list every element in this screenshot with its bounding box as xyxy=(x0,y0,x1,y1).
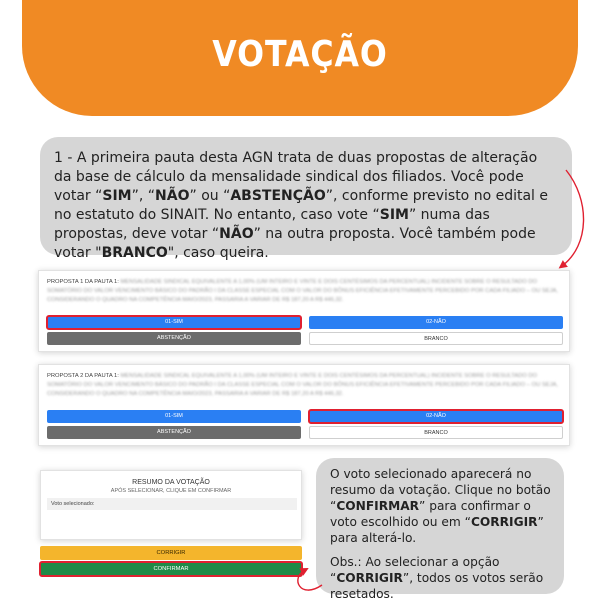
vote-abstencao-button[interactable]: ABSTENÇÃO xyxy=(47,426,301,439)
instructions-nao: NÃO xyxy=(219,226,254,242)
proposal-description: MENSALIDADE SINDICAL EQUIVALENTE A 1,00% (UM INTEIRO E VINTE E DOIS CENTÉSIMOS DA PERCENTUAL) INCIDENTE SOBRE O RESULTADO DO SOMATÓRIO DO VALOR VENCIMENTO BÁSICO DO PADRÃO I DA CLASSE ESPECIAL COM O VALOR DO BÔNUS EFICIÊNCIA EFETIVAMENTE PERCEBIDO POR CADA FILIADO – OU SEJA, CONSIDERANDO O QUADRO NA COMPETÊNCIA MAIO/2023, PASSARIA A VARIAR DE R$ 187,20 A R$ 446,32. xyxy=(47,279,558,303)
header-banner xyxy=(22,0,578,116)
instructions-text: ” na outra proposta. Você também pode votar " xyxy=(54,226,536,261)
instructions-text: ”, “ xyxy=(131,188,156,204)
note-text: Obs.: Ao selecionar a opção “ xyxy=(330,555,500,585)
vote-summary-panel xyxy=(40,470,302,540)
proposal-text xyxy=(47,278,563,305)
note-corrigir: CORRIGIR xyxy=(470,515,538,529)
proposal-label: PROPOSTA 2 DA PAUTA 1: xyxy=(47,373,119,379)
instructions-text: ” numa das propostas, deve votar “ xyxy=(54,207,490,242)
summary-note-1 xyxy=(330,466,554,546)
instructions-text: ", caso queira. xyxy=(167,245,269,261)
note-text: O voto selecionado aparecerá no resumo da votação. Clique no botão “ xyxy=(330,467,551,513)
summary-note-2 xyxy=(330,554,554,600)
vote-sim-button[interactable]: 01-SIM xyxy=(47,410,301,423)
note-text: ” para alterá-lo. xyxy=(330,515,544,545)
instructions-text: 1 - A primeira pauta desta AGN trata de duas propostas de alteração da base de cálculo da mensalidade sindical dos filiados. Você pode votar “ xyxy=(54,150,538,204)
proposal-description: MENSALIDADE SINDICAL EQUIVALENTE A 1,00% (UM INTEIRO E VINTE E DOIS CENTÉSIMOS DA PERCENTUAL) INCIDENTE SOBRE O RESULTADO DO SOMATÓRIO DO VALOR VENCIMENTO BÁSICO DO PADRÃO I DA CLASSE ESPECIAL COM O VALOR DO BÔNUS EFICIÊNCIA EFETIVAMENTE PERCEBIDO POR CADA FILIADO – OU SEJA, CONSIDERANDO O QUADRO NA COMPETÊNCIA MAIO/2023, PASSARIA A VARIAR DE R$ 187,20 A R$ 446,32. xyxy=(47,373,558,397)
note-text: ” para confirmar o voto escolhido ou em “ xyxy=(330,499,531,529)
instructions-abstencao: ABSTENÇÃO xyxy=(230,188,326,204)
summary-subtitle: APÓS SELECIONAR, CLIQUE EM CONFIRMAR xyxy=(110,488,232,494)
note-text: ”, todos os votos serão resetados. xyxy=(330,571,544,600)
proposal-label: PROPOSTA 1 DA PAUTA 1: xyxy=(47,279,119,285)
instructions-text: ”, conforme previsto no edital e no estatuto do SINAIT. No entanto, caso vote “ xyxy=(54,188,548,223)
proposal-card-2 xyxy=(38,364,570,446)
instructions-branco: BRANCO xyxy=(101,245,168,261)
instructions-nao: NÃO xyxy=(155,188,190,204)
instructions-sim: SIM xyxy=(379,207,409,223)
corrigir-button[interactable]: CORRIGIR xyxy=(40,546,302,560)
proposal-card-1 xyxy=(38,270,570,352)
instructions-sim: SIM xyxy=(102,188,132,204)
summary-callout xyxy=(316,458,564,600)
proposal-text xyxy=(47,372,563,399)
vote-branco-button[interactable]: BRANCO xyxy=(309,426,563,439)
summary-title: RESUMO DA VOTAÇÃO xyxy=(132,479,210,486)
vote-nao-button[interactable]: 02-NÃO xyxy=(309,410,563,423)
vote-branco-button[interactable]: BRANCO xyxy=(309,332,563,345)
note-confirmar: CONFIRMAR xyxy=(336,499,420,513)
instructions-text: ” ou “ xyxy=(189,188,231,204)
vote-abstencao-button[interactable]: ABSTENÇÃO xyxy=(47,332,301,345)
instructions-callout xyxy=(40,137,572,261)
selected-vote-field: Voto selecionado: xyxy=(47,498,297,510)
vote-nao-button[interactable]: 02-NÃO xyxy=(309,316,563,329)
note-corrigir: CORRIGIR xyxy=(336,571,403,585)
confirmar-button[interactable]: CONFIRMAR xyxy=(40,562,302,576)
page-title: VOTAÇÃO xyxy=(212,34,388,75)
vote-sim-button[interactable]: 01-SIM xyxy=(47,316,301,329)
